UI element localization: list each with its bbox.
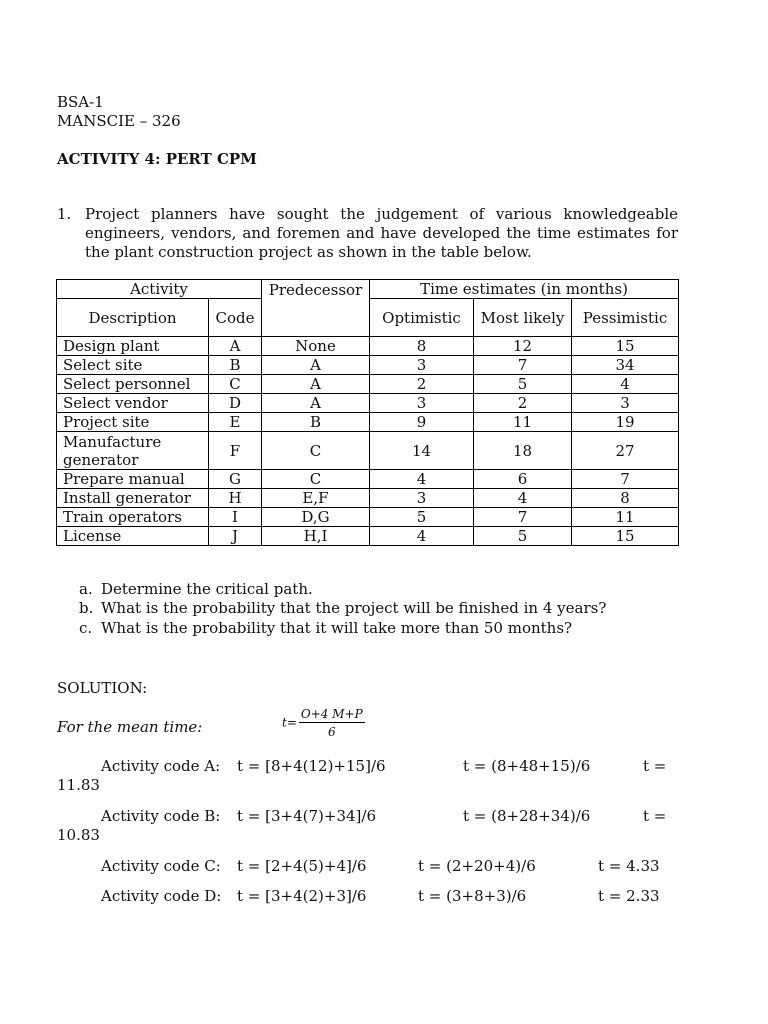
cell-pessimistic: 11 bbox=[572, 508, 679, 527]
calc-step-2: t = (3+8+3)/6 bbox=[418, 887, 527, 905]
header-optimistic: Optimistic bbox=[370, 299, 474, 337]
cell-code: J bbox=[209, 527, 262, 546]
header-activity-group: Activity bbox=[57, 280, 262, 299]
cell-optimistic: 2 bbox=[370, 375, 474, 394]
cell-most-likely: 5 bbox=[474, 527, 572, 546]
cell-pessimistic: 8 bbox=[572, 489, 679, 508]
cell-most-likely: 7 bbox=[474, 508, 572, 527]
cell-description: Select site bbox=[57, 356, 209, 375]
table-row bbox=[57, 470, 679, 489]
header-code: Code bbox=[209, 299, 262, 337]
table-row bbox=[57, 413, 679, 432]
cell-pessimistic: 15 bbox=[572, 337, 679, 356]
cell-pessimistic: 27 bbox=[572, 432, 679, 470]
cell-description: Manufacture generator bbox=[57, 432, 209, 470]
cell-most-likely: 2 bbox=[474, 394, 572, 413]
cell-most-likely: 18 bbox=[474, 432, 572, 470]
calc-result: t = 4.33 bbox=[598, 857, 660, 875]
cell-description: Design plant bbox=[57, 337, 209, 356]
cell-code: I bbox=[209, 508, 262, 527]
header-most-likely: Most likely bbox=[474, 299, 572, 337]
cell-code: H bbox=[209, 489, 262, 508]
header-time-estimates-group: Time estimates (in months) bbox=[370, 280, 679, 299]
cell-description: Train operators bbox=[57, 508, 209, 527]
formula-lhs: t= bbox=[282, 715, 297, 730]
table-row bbox=[57, 489, 679, 508]
cell-most-likely: 6 bbox=[474, 470, 572, 489]
calc-activity-label: Activity code B: bbox=[101, 807, 221, 825]
subject-code: MANSCIE – 326 bbox=[57, 112, 181, 130]
cell-description: Install generator bbox=[57, 489, 209, 508]
subquestion-item bbox=[79, 619, 572, 638]
table-row bbox=[57, 432, 679, 470]
calc-step-2: t = (8+28+34)/6 bbox=[463, 807, 591, 825]
cell-predecessor: H,I bbox=[262, 527, 370, 546]
cell-code: F bbox=[209, 432, 262, 470]
calc-result-value: 11.83 bbox=[57, 776, 100, 794]
table-row bbox=[57, 394, 679, 413]
cell-optimistic: 4 bbox=[370, 527, 474, 546]
subquestion-letter: a. bbox=[79, 580, 93, 598]
cell-optimistic: 3 bbox=[370, 394, 474, 413]
cell-optimistic: 8 bbox=[370, 337, 474, 356]
calc-step-1: t = [8+4(12)+15]/6 bbox=[237, 757, 386, 775]
calc-result-value: 10.83 bbox=[57, 826, 100, 844]
cell-code: C bbox=[209, 375, 262, 394]
question-number: 1. bbox=[57, 205, 72, 223]
cell-most-likely: 4 bbox=[474, 489, 572, 508]
cell-predecessor: A bbox=[262, 356, 370, 375]
cell-optimistic: 5 bbox=[370, 508, 474, 527]
cell-predecessor: C bbox=[262, 432, 370, 470]
cell-description: Select vendor bbox=[57, 394, 209, 413]
cell-most-likely: 11 bbox=[474, 413, 572, 432]
mean-time-label: For the mean time: bbox=[57, 718, 203, 736]
subquestion-letter: c. bbox=[79, 619, 93, 637]
cell-optimistic: 3 bbox=[370, 489, 474, 508]
subquestion-item bbox=[79, 599, 606, 618]
cell-code: A bbox=[209, 337, 262, 356]
cell-predecessor: A bbox=[262, 394, 370, 413]
cell-code: B bbox=[209, 356, 262, 375]
cell-description: License bbox=[57, 527, 209, 546]
cell-pessimistic: 3 bbox=[572, 394, 679, 413]
activity-title: ACTIVITY 4: PERT CPM bbox=[57, 150, 257, 168]
formula-denominator: 6 bbox=[327, 725, 336, 739]
cell-predecessor: B bbox=[262, 413, 370, 432]
cell-code: G bbox=[209, 470, 262, 489]
header-description: Description bbox=[57, 299, 209, 337]
cell-optimistic: 4 bbox=[370, 470, 474, 489]
question-text: Project planners have sought the judgement of various knowledgeable engineers, vendors, and foremen and have developed the time estimates for the plant construction project as shown in the table below. bbox=[85, 205, 678, 261]
table-row bbox=[57, 527, 679, 546]
cell-pessimistic: 15 bbox=[572, 527, 679, 546]
cell-pessimistic: 7 bbox=[572, 470, 679, 489]
cell-predecessor: None bbox=[262, 337, 370, 356]
cell-code: D bbox=[209, 394, 262, 413]
calc-activity-label: Activity code D: bbox=[101, 887, 222, 905]
cell-code: E bbox=[209, 413, 262, 432]
cell-pessimistic: 4 bbox=[572, 375, 679, 394]
header-pessimistic: Pessimistic bbox=[572, 299, 679, 337]
calc-result-prefix: t = bbox=[643, 807, 667, 825]
subquestion-text: What is the probability that the project will be finished in 4 years? bbox=[101, 599, 607, 617]
calc-step-1: t = [3+4(7)+34]/6 bbox=[237, 807, 376, 825]
subquestion-letter: b. bbox=[79, 599, 94, 617]
cell-description: Project site bbox=[57, 413, 209, 432]
mean-time-formula bbox=[282, 707, 365, 739]
cell-most-likely: 7 bbox=[474, 356, 572, 375]
calc-result: t = 2.33 bbox=[598, 887, 660, 905]
calc-step-2: t = (8+48+15)/6 bbox=[463, 757, 591, 775]
header-predecessor: Predecessor bbox=[262, 280, 370, 337]
cell-optimistic: 3 bbox=[370, 356, 474, 375]
calc-activity-label: Activity code C: bbox=[101, 857, 221, 875]
cell-pessimistic: 19 bbox=[572, 413, 679, 432]
cell-predecessor: E,F bbox=[262, 489, 370, 508]
cell-predecessor: C bbox=[262, 470, 370, 489]
time-estimates-table bbox=[56, 279, 679, 546]
subquestion-text: Determine the critical path. bbox=[101, 580, 313, 598]
cell-optimistic: 14 bbox=[370, 432, 474, 470]
calc-step-1: t = [3+4(2)+3]/6 bbox=[237, 887, 367, 905]
table-row bbox=[57, 375, 679, 394]
calc-activity-label: Activity code A: bbox=[101, 757, 221, 775]
calc-result-prefix: t = bbox=[643, 757, 667, 775]
cell-most-likely: 12 bbox=[474, 337, 572, 356]
cell-optimistic: 9 bbox=[370, 413, 474, 432]
subquestion-item bbox=[79, 580, 313, 599]
cell-pessimistic: 34 bbox=[572, 356, 679, 375]
solution-label: SOLUTION: bbox=[57, 679, 148, 697]
cell-description: Select personnel bbox=[57, 375, 209, 394]
table-row bbox=[57, 508, 679, 527]
table-row bbox=[57, 356, 679, 375]
cell-description: Prepare manual bbox=[57, 470, 209, 489]
cell-predecessor: D,G bbox=[262, 508, 370, 527]
cell-most-likely: 5 bbox=[474, 375, 572, 394]
table-row bbox=[57, 337, 679, 356]
course-code: BSA-1 bbox=[57, 93, 104, 111]
calc-step-2: t = (2+20+4)/6 bbox=[418, 857, 536, 875]
cell-predecessor: A bbox=[262, 375, 370, 394]
subquestion-text: What is the probability that it will take more than 50 months? bbox=[101, 619, 573, 637]
formula-numerator: O+4 M+P bbox=[300, 707, 363, 721]
calc-step-1: t = [2+4(5)+4]/6 bbox=[237, 857, 367, 875]
